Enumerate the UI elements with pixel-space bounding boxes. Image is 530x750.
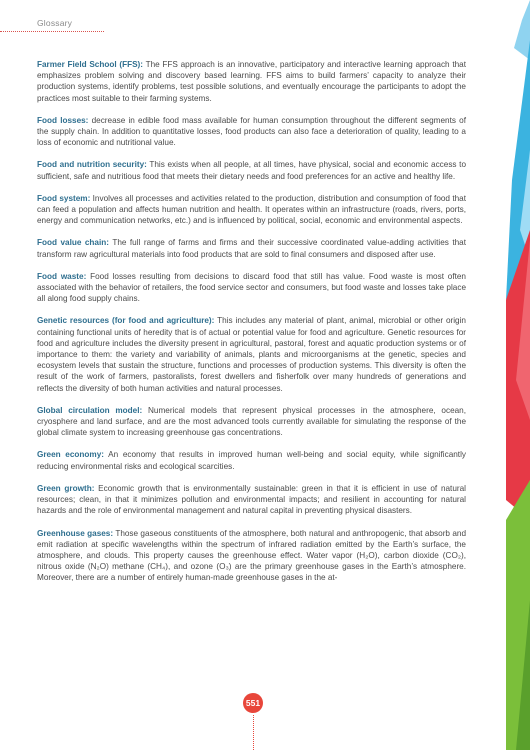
glossary-entry-greenhouse-gases (37, 528, 466, 584)
glossary-content (37, 59, 466, 595)
entry-definition: Economic growth that is environmentally sustainable: green in that it is efficient in use of natural resources; clean, in that it minimizes pollution and environmental impacts; and resilient in accounting for natural hazards and the role of environmental management and natural capital in preventing physical disasters. (37, 483, 466, 516)
side-strip-graphic (506, 0, 530, 750)
glossary-entry-food-system (37, 193, 466, 227)
entry-definition: The FFS approach is an innovative, participatory and interactive learning approach that emphasizes problem solving and discovery based learning. FFS aims to build farmers’ capacity to analyze their production systems, identify problems, test possible solutions, and eventually encourage the participants to adopt the practices most suitable to their farming systems. (37, 60, 466, 103)
header-dotted-rule (0, 31, 104, 32)
entry-term: Food losses: (37, 115, 89, 125)
glossary-entry-green-economy (37, 449, 466, 471)
glossary-entry-genetic-resources (37, 315, 466, 393)
entry-term: Greenhouse gases: (37, 528, 114, 538)
glossary-entry-food-losses (37, 115, 466, 149)
entry-term: Food and nutrition security: (37, 160, 147, 170)
entry-definition: Involves all processes and activities related to the production, distribution and consumption of food that can feed a population and affects human nutrition and health. It operates within an infrastructure (roads, rivers, ports, energy and communication networks, etc.) and is influenced by political, social, economic and environmental aspects. (37, 193, 466, 226)
glossary-entry-ffs (37, 59, 466, 104)
glossary-entry-global-circulation-model (37, 405, 466, 439)
page-number: 551 (245, 698, 261, 708)
entry-definition: Those gaseous constituents of the atmosphere, both natural and anthropogenic, that absorb and emit radiation at specific wavelengths within the spectrum of infrared radiation emitted by the Earth’s surface, the atmosphere, and clouds. This property causes the greenhouse effect. Water vapor (H₂O), carbon dioxide (CO₂), nitrous oxide (N₂O) methane (CH₄), and ozone (O₃) are the primary greenhouse gases in the Earth’s atmosphere. Moreover, there are a number of entirely human-made greenhouse gases in the at- (37, 528, 466, 583)
glossary-entry-food-nutrition-security (37, 159, 466, 181)
page-number-dotted-line (253, 715, 254, 750)
entry-term: Farmer Field School (FFS): (37, 60, 143, 69)
entry-definition: Food losses resulting from decisions to discard food that still has value. Food waste is most often associated with the behavior of retailers, the food service sector and consumers, but food waste and losses take place all along food supply chains. (37, 271, 466, 304)
decorative-side-strip (506, 0, 530, 750)
entry-term: Food value chain: (37, 238, 109, 248)
entry-definition: This includes any material of plant, animal, microbial or other origin containing functional units of heredity that is of actual or potential value for food and agriculture. Genetic resources for food and agriculture includes the diversity present in agricultural, pastoral, forest and aquatic production systems or of importance to them: the variety and variability of animals, plants and microorganisms at the genetic, species and ecosystem levels that sustain the structure, functions and processes of production systems. This diversity is often the result of the work of farmers, pastoralists, forest dwellers and fisherfolk over many hundreds of generations and reflects the diversity of both human activities and natural processes. (37, 316, 466, 393)
entry-term: Green economy: (37, 450, 104, 460)
entry-term: Global circulation model: (37, 405, 143, 415)
entry-term: Green growth: (37, 483, 95, 493)
running-header: Glossary (37, 18, 73, 28)
entry-definition: The full range of farms and firms and their successive coordinated value-adding activities that transform raw agricultural materials into food products that are sold to final consumers and disposed after use. (37, 238, 466, 259)
entry-definition: decrease in edible food mass available for human consumption throughout the different segments of the supply chain. In addition to quantitative losses, food products can also face a deterioration of quality, leading to a loss of economic and nutritional value. (37, 115, 466, 148)
entry-term: Food system: (37, 193, 91, 203)
entry-definition: This exists when all people, at all times, have physical, social and economic access to sufficient, safe and nutritious food that meets their dietary needs and food preferences for an active and healthy life. (37, 160, 466, 181)
glossary-entry-green-growth (37, 483, 466, 517)
entry-definition: Numerical models that represent physical processes in the atmosphere, ocean, cryosphere and land surface, and are the most advanced tools currently available for simulating the response of the global climate system to increasing greenhouse gas concentrations. (37, 405, 467, 438)
entry-term: Food waste: (37, 271, 87, 281)
entry-term: Genetic resources (for food and agriculture): (37, 316, 215, 326)
entry-definition: An economy that results in improved human well-being and social equity, while significantly reducing environmental risks and ecological scarcities. (37, 450, 466, 471)
glossary-entry-food-waste (37, 271, 466, 305)
page-number-badge (243, 693, 263, 713)
glossary-entry-food-value-chain (37, 237, 466, 259)
